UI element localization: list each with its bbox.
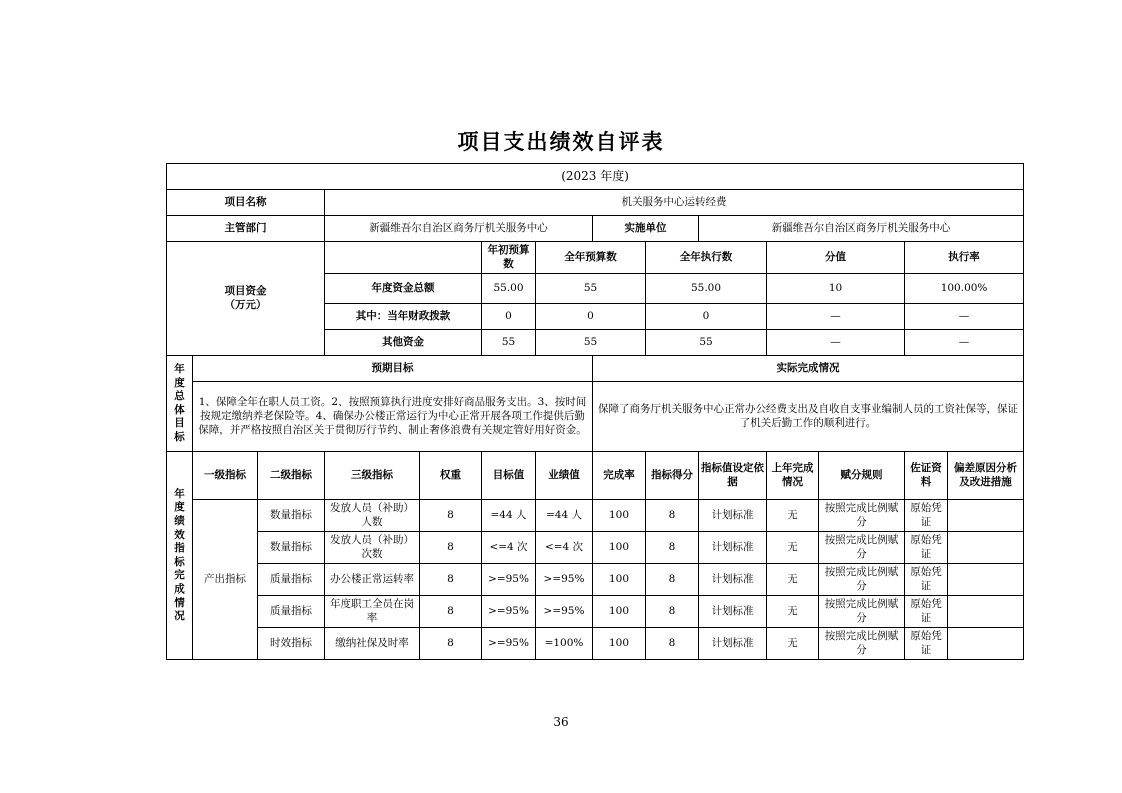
indicator-l3: 发放人员（补助）次数 <box>325 532 420 564</box>
funds-cell: — <box>905 330 1024 356</box>
page-title: 项目支出绩效自评表 <box>457 130 665 154</box>
indicator-target: <=4 次 <box>482 532 536 564</box>
funds-header: 分值 <box>767 242 905 274</box>
indicator-header: 权重 <box>420 452 482 500</box>
indicator-l3: 办公楼正常运转率 <box>325 564 420 596</box>
indicator-rate: 100 <box>593 500 646 532</box>
indicator-header: 偏差原因分析及改进措施 <box>948 452 1024 500</box>
indicator-rate: 100 <box>593 532 646 564</box>
indicator-row <box>167 500 1024 532</box>
indicator-weight: 8 <box>420 564 482 596</box>
indicator-score: 8 <box>646 628 699 660</box>
expected-goal-header: 预期目标 <box>193 356 593 382</box>
indicator-header: 完成率 <box>593 452 646 500</box>
funds-header: 全年执行数 <box>646 242 767 274</box>
funds-row-label: 其中：当年财政拨款 <box>325 304 482 330</box>
indicator-header: 二级指标 <box>258 452 325 500</box>
funds-row-label: 年度资金总额 <box>325 274 482 304</box>
funds-cell: 10 <box>767 274 905 304</box>
indicator-target: >=95% <box>482 596 536 628</box>
indicator-row <box>167 628 1024 660</box>
indicator-last: 无 <box>767 500 819 532</box>
indicator-l2: 质量指标 <box>258 596 325 628</box>
goals-label-text: 年度总体目标 <box>174 362 185 444</box>
indicator-score: 8 <box>646 564 699 596</box>
impl-label: 实施单位 <box>593 216 699 242</box>
indicator-basis: 计划标准 <box>699 500 767 532</box>
expected-goal-text: 1、保障全年在职人员工资。2、按照预算执行进度安排好商品服务支出。3、按时间按规定缴纳养老保险等。4、确保办公楼正常运行为中心正常开展各项工作提供后勤保障，并严格按照自治区关于贯彻厉行节约、制止奢侈浪费有关规定管好用好资金。 <box>193 382 593 452</box>
indicator-l3: 年度职工全员在岗率 <box>325 596 420 628</box>
indicator-header: 佐证资料 <box>905 452 948 500</box>
indicator-actual: =44 人 <box>536 500 593 532</box>
funds-cell: 0 <box>482 304 536 330</box>
indicator-deviation <box>948 628 1024 660</box>
indicator-deviation <box>948 596 1024 628</box>
indicator-rule: 按照完成比例赋分 <box>819 532 905 564</box>
indicator-row <box>167 596 1024 628</box>
indicator-l2: 质量指标 <box>258 564 325 596</box>
indicator-l3: 发放人员（补助）人数 <box>325 500 420 532</box>
level1-indicator: 产出指标 <box>193 500 258 660</box>
indicator-header: 上年完成情况 <box>767 452 819 500</box>
indicator-evidence: 原始凭证 <box>905 564 948 596</box>
indicator-target: >=95% <box>482 628 536 660</box>
indicator-header: 一级指标 <box>193 452 258 500</box>
indicator-actual: =100% <box>536 628 593 660</box>
funds-row-label: 其他资金 <box>325 330 482 356</box>
funds-label-text: 项目资金（万元） <box>224 285 267 311</box>
actual-result-header: 实际完成情况 <box>593 356 1024 382</box>
indicator-rule: 按照完成比例赋分 <box>819 564 905 596</box>
funds-cell: 55 <box>482 330 536 356</box>
funds-header: 年初预算数 <box>482 242 536 274</box>
indicator-evidence: 原始凭证 <box>905 628 948 660</box>
indicator-actual: <=4 次 <box>536 532 593 564</box>
indicator-rule: 按照完成比例赋分 <box>819 596 905 628</box>
indicator-row <box>167 532 1024 564</box>
goals-label <box>167 356 193 452</box>
indicator-deviation <box>948 564 1024 596</box>
dept-label: 主管部门 <box>167 216 325 242</box>
indicator-last: 无 <box>767 596 819 628</box>
indicator-actual: >=95% <box>536 596 593 628</box>
project-name-label: 项目名称 <box>167 190 325 216</box>
indicator-basis: 计划标准 <box>699 532 767 564</box>
indicator-rule: 按照完成比例赋分 <box>819 500 905 532</box>
indicator-header: 指标值设定依据 <box>699 452 767 500</box>
funds-cell: — <box>767 330 905 356</box>
indicator-last: 无 <box>767 532 819 564</box>
indicator-row <box>167 564 1024 596</box>
indicator-rate: 100 <box>593 628 646 660</box>
indicator-last: 无 <box>767 564 819 596</box>
indicators-label-text: 年度绩效指标完成情况 <box>174 487 185 623</box>
indicator-last: 无 <box>767 628 819 660</box>
indicator-weight: 8 <box>420 596 482 628</box>
indicator-header: 赋分规则 <box>819 452 905 500</box>
indicator-weight: 8 <box>420 500 482 532</box>
funds-header: 执行率 <box>905 242 1024 274</box>
indicator-l2: 数量指标 <box>258 500 325 532</box>
indicator-score: 8 <box>646 596 699 628</box>
indicator-header: 目标值 <box>482 452 536 500</box>
indicator-deviation <box>948 532 1024 564</box>
funds-cell: — <box>905 304 1024 330</box>
indicators-label <box>167 452 193 660</box>
dept-value: 新疆维吾尔自治区商务厅机关服务中心 <box>325 216 593 242</box>
funds-cell: 100.00% <box>905 274 1024 304</box>
indicator-evidence: 原始凭证 <box>905 596 948 628</box>
funds-cell: 55.00 <box>482 274 536 304</box>
indicator-rule: 按照完成比例赋分 <box>819 628 905 660</box>
indicator-header: 三级指标 <box>325 452 420 500</box>
funds-cell: 55.00 <box>646 274 767 304</box>
funds-header: 全年预算数 <box>536 242 646 274</box>
indicator-basis: 计划标准 <box>699 628 767 660</box>
indicator-weight: 8 <box>420 628 482 660</box>
indicator-rate: 100 <box>593 596 646 628</box>
indicator-basis: 计划标准 <box>699 564 767 596</box>
indicator-deviation <box>948 500 1024 532</box>
indicator-actual: >=95% <box>536 564 593 596</box>
funds-label <box>167 242 325 356</box>
page-number: 36 <box>553 715 569 729</box>
indicator-score: 8 <box>646 500 699 532</box>
indicator-l2: 时效指标 <box>258 628 325 660</box>
indicator-l3: 缴纳社保及时率 <box>325 628 420 660</box>
funds-cell: 55 <box>536 330 646 356</box>
project-name: 机关服务中心运转经费 <box>325 190 1024 216</box>
funds-cell: — <box>767 304 905 330</box>
indicator-header: 指标得分 <box>646 452 699 500</box>
funds-cell: 0 <box>536 304 646 330</box>
indicator-score: 8 <box>646 532 699 564</box>
funds-cell: 0 <box>646 304 767 330</box>
indicator-header: 业绩值 <box>536 452 593 500</box>
funds-header-blank <box>325 242 482 274</box>
indicator-l2: 数量指标 <box>258 532 325 564</box>
indicator-basis: 计划标准 <box>699 596 767 628</box>
funds-cell: 55 <box>536 274 646 304</box>
year-header: (2023 年度) <box>167 164 1024 190</box>
indicator-rate: 100 <box>593 564 646 596</box>
impl-value: 新疆维吾尔自治区商务厅机关服务中心 <box>699 216 1024 242</box>
indicator-target: =44 人 <box>482 500 536 532</box>
indicator-evidence: 原始凭证 <box>905 500 948 532</box>
actual-result-text: 保障了商务厅机关服务中心正常办公经费支出及自收自支事业编制人员的工资社保等，保证了机关后勤工作的顺利进行。 <box>593 382 1024 452</box>
indicator-weight: 8 <box>420 532 482 564</box>
funds-cell: 55 <box>646 330 767 356</box>
self-evaluation-table <box>166 163 1024 660</box>
indicator-target: >=95% <box>482 564 536 596</box>
indicator-evidence: 原始凭证 <box>905 532 948 564</box>
